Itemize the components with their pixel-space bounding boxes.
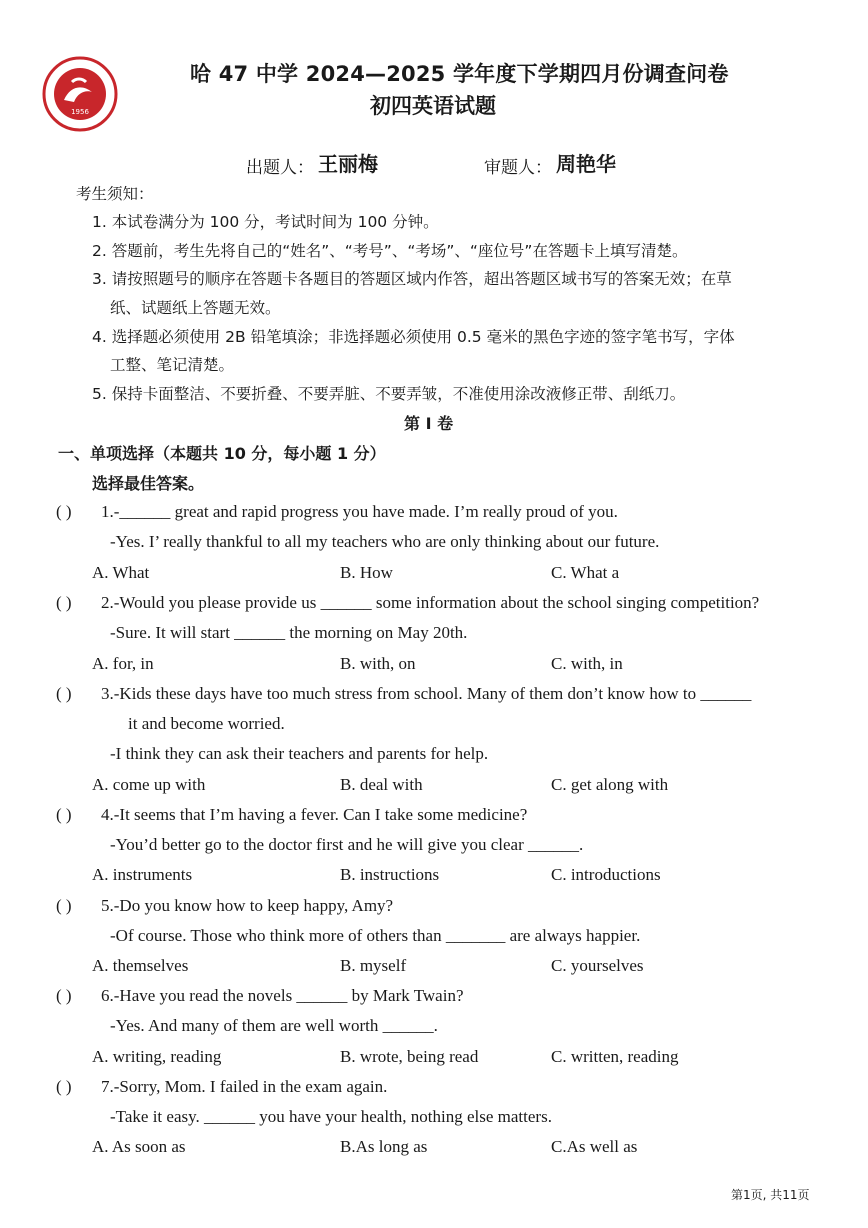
question-text: 7.-Sorry, Mom. I failed in the exam again.	[101, 1077, 388, 1096]
option-c: C. with, in	[551, 654, 623, 673]
question-text: 3.-Kids these days have too much stress from school. Many of them don’t know how to ______	[101, 684, 752, 703]
option-b: B. deal with	[340, 775, 423, 794]
school-logo	[42, 56, 118, 132]
question-text: -I think they can ask their teachers and parents for help.	[110, 744, 489, 763]
page-number: 第1页, 共11页	[731, 1188, 810, 1202]
answer-blank: ( )	[56, 502, 72, 521]
reviewer-label: 审题人：	[484, 158, 552, 178]
option-c: C. get along with	[551, 775, 669, 794]
notice-item: 4. 选择题必须使用 2B 铅笔填涂；非选择题必须使用 0.5 毫米的黑色字迹的签字笔书写，字体	[92, 328, 735, 346]
section-title: 一、单项选择（本题共 10 分，每小题 1 分）	[58, 444, 386, 463]
answer-blank: ( )	[56, 593, 72, 612]
question-text: -Take it easy. ______ you have your health, nothing else matters.	[110, 1107, 552, 1126]
section-instruction: 选择最佳答案。	[92, 474, 205, 493]
answer-blank: ( )	[56, 1077, 72, 1096]
question-text: -Yes. And many of them are well worth ______.	[110, 1016, 438, 1035]
option-a: A. What	[92, 563, 150, 582]
svg-text:1956: 1956	[71, 108, 89, 116]
question-text: -Of course. Those who think more of others than _______ are always happier.	[110, 926, 641, 945]
option-c: C. written, reading	[551, 1047, 679, 1066]
option-b: B.As long as	[340, 1137, 428, 1156]
question-text: -Sure. It will start ______ the morning on May 20th.	[110, 623, 468, 642]
answer-blank: ( )	[56, 684, 72, 703]
notice-heading: 考生须知：	[76, 185, 154, 203]
answer-blank: ( )	[56, 805, 72, 824]
question-text: 5.-Do you know how to keep happy, Amy?	[101, 896, 394, 915]
reviewer-name: 周艳华	[556, 152, 616, 176]
option-c: C.As well as	[551, 1137, 638, 1156]
question-text: -You’d better go to the doctor first and he will give you clear ______.	[110, 835, 584, 854]
option-c: C. introductions	[551, 865, 661, 884]
option-a: A. themselves	[92, 956, 189, 975]
option-b: B. instructions	[340, 865, 440, 884]
option-a: A. for, in	[92, 654, 154, 673]
notice-item-cont: 纸、试题纸上答题无效。	[110, 299, 281, 317]
notice-item: 5. 保持卡面整洁、不要折叠、不要弄脏、不要弄皱，不准使用涂改液修正带、刮纸刀。	[92, 385, 686, 403]
question-text: -Yes. I’ really thankful to all my teachers who are only thinking about our future.	[110, 532, 660, 551]
notice-item-cont: 工整、笔记清楚。	[110, 356, 235, 374]
exam-title: 哈 47 中学 2024—2025 学年度下学期四月份调查问卷	[190, 62, 729, 86]
option-a: A. As soon as	[92, 1137, 186, 1156]
option-a: A. writing, reading	[92, 1047, 222, 1066]
option-b: B. wrote, being read	[340, 1047, 479, 1066]
question-text: it and become worried.	[128, 714, 285, 733]
option-b: B. myself	[340, 956, 407, 975]
notice-item: 2. 答题前，考生先将自己的“姓名”、“考号”、“考场”、“座位号”在答题卡上填写清楚。	[92, 242, 688, 260]
author-name: 王丽梅	[318, 152, 378, 176]
volume-title: 第 Ⅰ 卷	[404, 414, 454, 433]
notice-item: 1. 本试卷满分为 100 分，考试时间为 100 分钟。	[92, 213, 439, 231]
question-text: 2.-Would you please provide us ______ some information about the school singing competition?	[101, 593, 760, 612]
answer-blank: ( )	[56, 896, 72, 915]
option-a: A. instruments	[92, 865, 193, 884]
author-label: 出题人：	[246, 158, 314, 178]
notice-item: 3. 请按照题号的顺序在答题卡各题目的答题区域内作答，超出答题区域书写的答案无效；在草	[92, 270, 732, 288]
option-c: C. What a	[551, 563, 620, 582]
question-text: 6.-Have you read the novels ______ by Mark Twain?	[101, 986, 464, 1005]
option-b: B. with, on	[340, 654, 416, 673]
question-text: 4.-It seems that I’m having a fever. Can I take some medicine?	[101, 805, 528, 824]
exam-subtitle: 初四英语试题	[370, 94, 496, 118]
question-text: 1.-______ great and rapid progress you have made. I’m really proud of you.	[101, 502, 618, 521]
answer-blank: ( )	[56, 986, 72, 1005]
option-a: A. come up with	[92, 775, 206, 794]
option-c: C. yourselves	[551, 956, 644, 975]
option-b: B. How	[340, 563, 393, 582]
